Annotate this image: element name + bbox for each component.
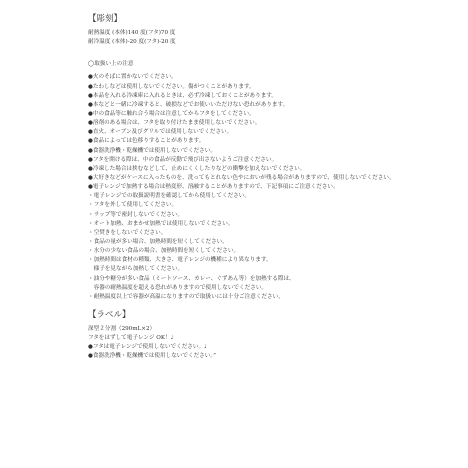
microwave-caution-line: ・電子レンジでの取扱説明書を確認してから使用してください。 [88, 193, 250, 200]
microwave-caution-line: ・加熱時間は食材の種類、大きさ、電子レンジの機種により異なります。 [88, 257, 272, 264]
caution-line: ●溶剤のある場合は、フタを取り付けたまま使用しないでください。 [88, 120, 261, 127]
cautions-heading: ◯取扱い上の注意 [88, 61, 134, 68]
microwave-caution-line: 容器の耐熱温度を超える恐れがありますので使用しないでください。 [88, 284, 268, 291]
label-section [88, 310, 458, 362]
caution-line: ●中の食品等に触れ合う場合は注意してからフタをしてください。 [88, 110, 255, 117]
caution-line: ●火のそばに置かないでください。 [88, 74, 177, 81]
microwave-caution-line: ・フタを外して使用してください。 [88, 202, 178, 209]
microwave-caution-line: ・食品の量が多い場合、加熱時間を短くしてください。 [88, 238, 228, 245]
document-body [88, 14, 458, 362]
engraving-section [88, 14, 458, 47]
caution-line: ●食器洗浄機・乾燥機では使用しないでください。 [88, 147, 216, 154]
label-line: フタをはずして電子レンジ OK！♩ [88, 335, 174, 342]
caution-line: ●大好きなどがケースに入ったものを、洗ってもとれない色やにおいが残る場合がありますので、使用しないでください。 [88, 174, 395, 181]
label-line: ●フタは電子レンジで使用しないでください。♩ [88, 344, 207, 351]
caution-line: ●本品を入れる冷凍庫に入れるときは、必ず冷凍しておくことがあります。 [88, 92, 278, 99]
caution-line: ●電子レンジで加熱する場合は熱変形、溶融することがありますので、下記事項にご注意ください。 [88, 184, 339, 191]
engraving-heading: 【彫刻】 [88, 14, 123, 24]
label-line: 深型２分割（290mL×2） [88, 325, 156, 332]
microwave-caution-line: ・空焚きをしないでください。 [88, 229, 167, 236]
microwave-caution-line: ・オート加熱、おまかせ加熱では使用しないでください。 [88, 220, 234, 227]
microwave-caution-line: ・耐熱温度以上で容器が高温になりますので取扱いには十分ご注意ください。 [88, 293, 284, 300]
label-heading: 【ラベル】 [88, 309, 131, 320]
cautions-section [88, 60, 458, 302]
caution-line: ●たわしなどは使用しないでください。傷がつくことがあります。 [88, 83, 255, 90]
caution-line: ●食品によっては色移りすることがあります。 [88, 138, 205, 145]
microwave-caution-line: 様子を見ながら加熱してください。 [88, 266, 184, 273]
heat-resistance-line: 耐熱温度 (本体)140 度(フタ)70 度 [88, 30, 176, 36]
caution-line: ●冷凍した場合は挟むなどして、止めにくくしたりなどの衝撃を加えないでください。 [88, 165, 306, 172]
caution-line: ●直火、オーブン及びグリルでは使用しないでください。 [88, 129, 233, 136]
label-line: ●食器洗浄機・乾燥機では使用しないでください。” [88, 353, 217, 360]
caution-line: ●本などと一緒に冷凍すると、破損などでお使いいただけない恐れがあります。 [88, 101, 289, 108]
caution-line: ●フタを開ける際は、中の食品が反動で飛び出さないようご注意ください。 [88, 156, 278, 163]
cold-resistance-line: 耐冷温度 (本体)-20 度(フタ)-20 度 [88, 39, 176, 46]
microwave-caution-line: ・ラップ等で密封しないでください。 [88, 211, 183, 218]
microwave-caution-line: ・油分や糖分が多い食品（ミートソース、カレー、ぐずあん等）を加熱する際は、 [88, 275, 295, 282]
microwave-caution-line: ・水分の少ない食品の場合、加熱時間を短くしてください。 [88, 248, 240, 255]
